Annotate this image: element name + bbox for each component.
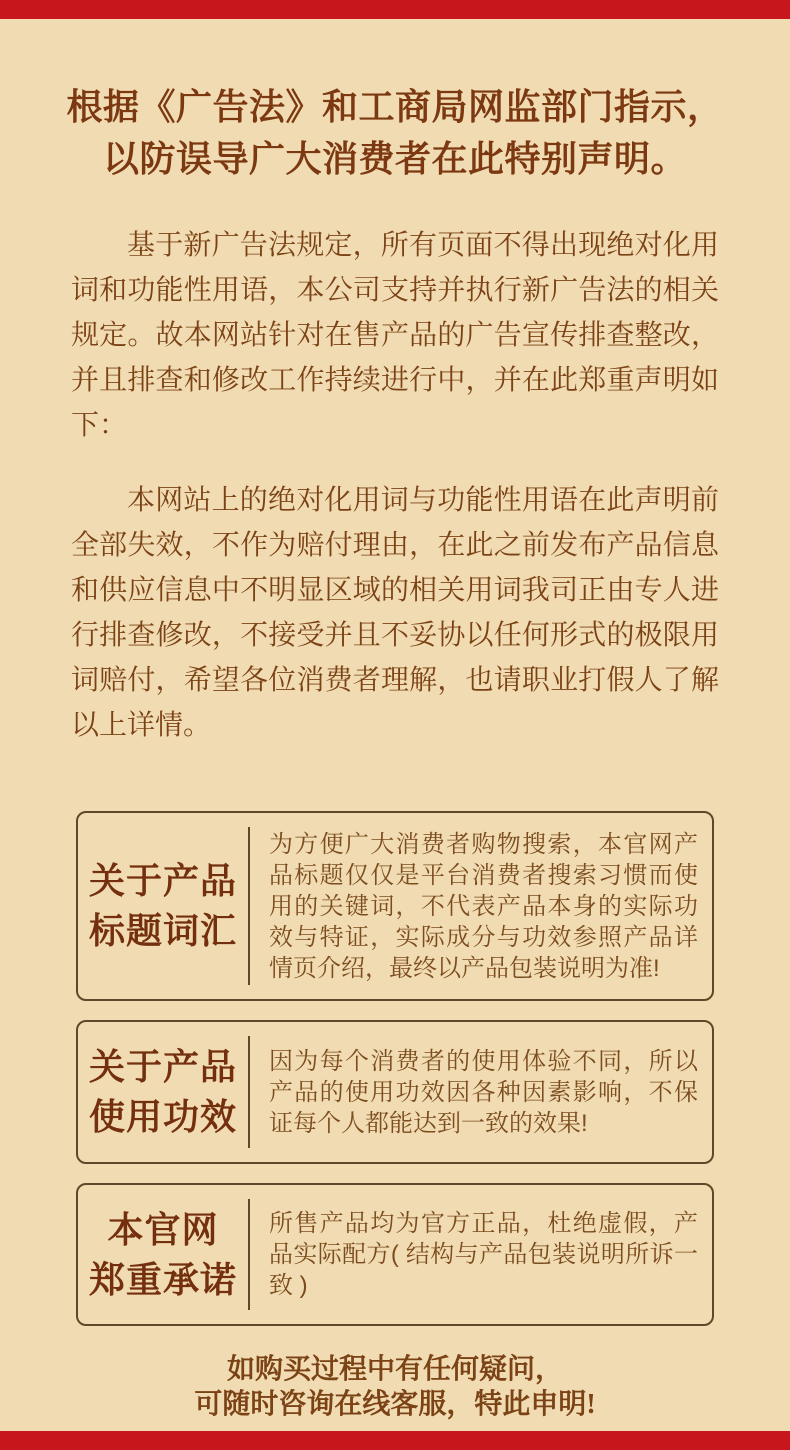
- notice-box-official-promise: [76, 1183, 714, 1326]
- bottom-red-bar: [0, 1431, 790, 1450]
- top-red-bar: [0, 0, 790, 19]
- statement-paragraph-2: 本网站上的绝对化用词与功能性用语在此声明前全部失效，不作为赔付理由，在此之前发布产品信息和供应信息中不明显区域的相关用词我司正由专人进行排查修改，不接受并且不妥协以任何形式的极限用词赔付，希望各位消费者理解，也请职业打假人了解以上详情。: [71, 485, 719, 741]
- notice-box-product-title: [76, 811, 714, 1001]
- notice-box-product-effect: [76, 1020, 714, 1164]
- notice-box-label-line1: 关于产品: [88, 861, 237, 901]
- notice-box-body: [250, 1022, 712, 1162]
- notice-box-list: [76, 811, 714, 1326]
- footer-note: [0, 1352, 790, 1422]
- page-title: [55, 81, 735, 185]
- notice-box-body-text: 为方便广大消费者购物搜索，本官网产品标题仅仅是平台消费者搜索习惯而使用的关键词，不代表产品本身的实际功效与特证，实际成分与功效参照产品详情页介绍，最终以产品包装说明为准!: [269, 830, 698, 982]
- footer-note-line2: 可随时咨询在线客服，特此申明!: [194, 1389, 596, 1420]
- notice-box-label: [78, 1185, 248, 1324]
- notice-box-label-line1: 本官网: [107, 1209, 219, 1250]
- notice-box-label: [78, 1022, 248, 1162]
- notice-box-label-line2: 使用功效: [88, 1097, 237, 1137]
- notice-box-label: [78, 813, 248, 999]
- statement-paragraph-1: 基于新广告法规定，所有页面不得出现绝对化用词和功能性用语，本公司支持并执行新广告法的相关规定。故本网站针对在售产品的广告宣传排查整改，并且排查和修改工作持续进行中，并在此郑重声明如下：: [71, 230, 719, 441]
- notice-box-label-line2: 标题词汇: [88, 911, 237, 951]
- notice-box-body: [250, 1185, 712, 1324]
- notice-box-body-text: 因为每个消费者的使用体验不同，所以产品的使用功效因各种因素影响，不保证每个人都能达到一致的效果!: [269, 1047, 698, 1137]
- notice-box-label-line2: 郑重承诺: [88, 1259, 237, 1300]
- page-title-line2: 以防误导广大消费者在此特别声明。: [102, 139, 687, 179]
- notice-box-label-line1: 关于产品: [88, 1047, 237, 1087]
- notice-box-body-text: 所售产品均为官方正品，杜绝虚假，产品实际配方( 结构与产品包装说明所诉一致 ): [269, 1210, 698, 1299]
- notice-box-body: [250, 813, 712, 999]
- footer-note-line1: 如购买过程中有任何疑问，: [226, 1354, 563, 1385]
- page-title-line1: 根据《广告法》和工商局网监部门指示，: [66, 87, 724, 127]
